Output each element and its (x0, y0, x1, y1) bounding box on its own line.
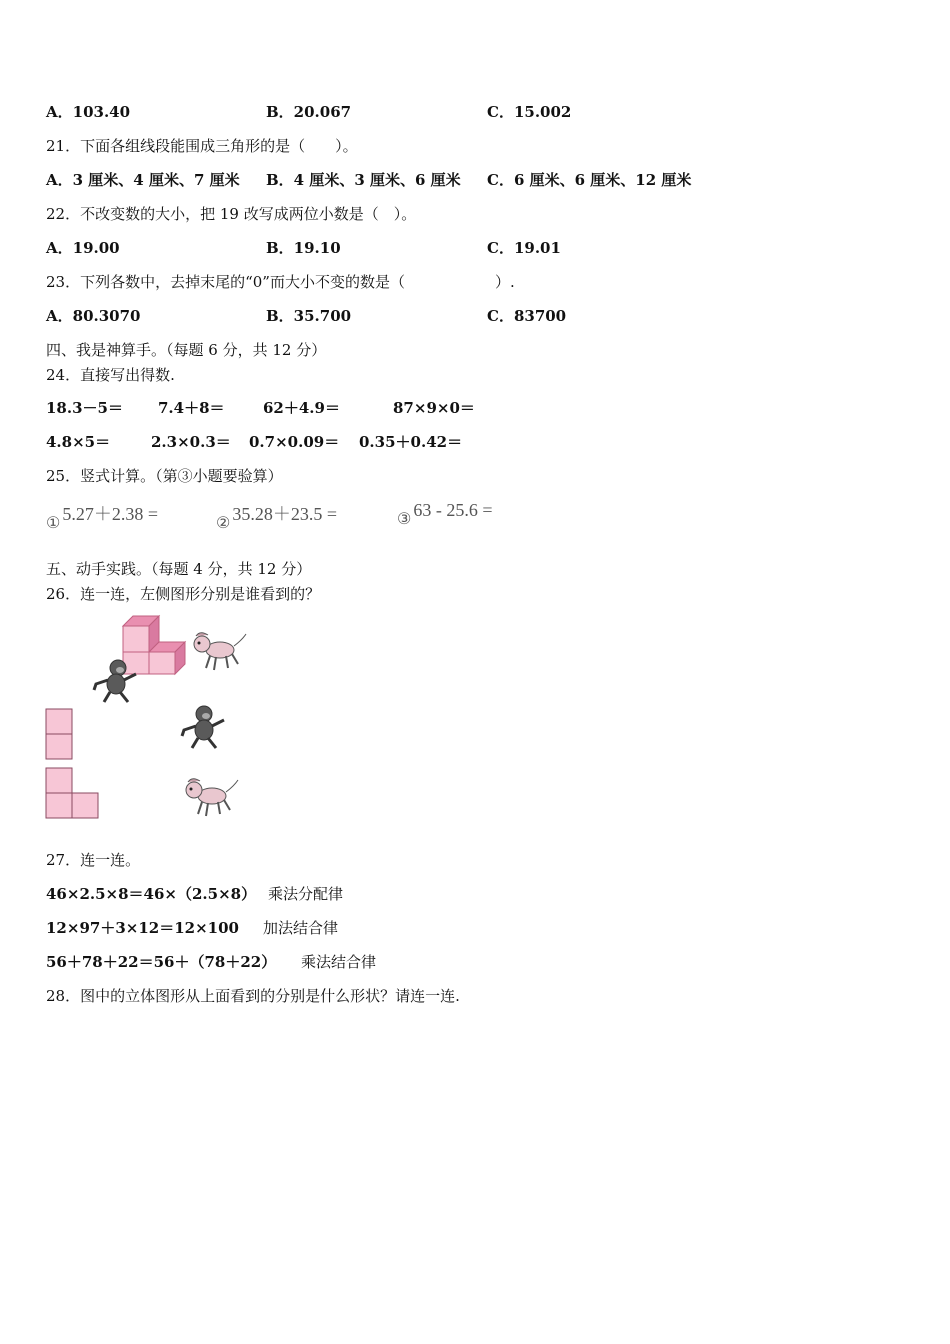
q25-stem: 25．竖式计算。（第③小题要验算） (46, 467, 283, 485)
q24-r2-c2: 2.3×0.3＝ (151, 433, 231, 451)
monkey-figure-middle (180, 704, 228, 750)
q27-left-3: 56＋78＋22＝56＋（78＋22） (46, 953, 277, 971)
view-l-shape-squares (45, 767, 101, 821)
monkey-figure-top (92, 658, 140, 704)
dog-figure-bottom (182, 774, 240, 818)
view-two-vertical-squares (45, 708, 75, 760)
q25-item-1 (46, 504, 158, 534)
q25-item-1-num: ① (46, 515, 61, 532)
q24-r2-c4: 0.35＋0.42＝ (359, 433, 463, 451)
dog-figure-top (190, 628, 248, 672)
q21-option-b: B．4 厘米、3 厘米、6 厘米 (266, 171, 461, 189)
q25-item-3-expr: 63 - 25.6 = (413, 500, 493, 520)
q20-option-a: A．103.40 (46, 103, 131, 121)
q22-stem: 22．不改变数的大小，把 19 改写成两位小数是（ ）。 (46, 205, 417, 223)
q23-stem: 23．下列各数中，去掉末尾的“0”而大小不变的数是（ ）. (46, 273, 515, 291)
section4-title: 四、我是神算手。（每题 6 分，共 12 分） (46, 341, 327, 359)
q21-option-a: A．3 厘米、4 厘米、7 厘米 (46, 171, 240, 189)
q25-item-1-expr: 5.27＋2.38 = (62, 504, 158, 524)
q22-option-a: A．19.00 (46, 239, 120, 257)
q24-r2-c1: 4.8×5＝ (46, 433, 111, 451)
q27-stem: 27．连一连。 (46, 851, 141, 869)
q24-r2-c3: 0.7×0.09＝ (249, 433, 340, 451)
q25-item-2-expr: 35.28＋23.5 = (232, 504, 337, 524)
section5-title: 五、动手实践。（每题 4 分，共 12 分） (46, 560, 312, 578)
q21-option-c: C．6 厘米、6 厘米、12 厘米 (487, 171, 692, 189)
q24-r1-c4: 87×9×0＝ (393, 399, 475, 417)
q20-option-c: C．15.002 (487, 103, 572, 121)
q27-right-1: 乘法分配律 (268, 885, 344, 903)
q25-item-3-num: ③ (397, 511, 412, 528)
q23-option-c: C．83700 (487, 307, 567, 325)
q27-right-2: 加法结合律 (263, 919, 339, 937)
q26-stem: 26．连一连，左侧图形分别是谁看到的？ (46, 585, 321, 603)
q22-option-b: B．19.10 (266, 239, 341, 257)
q22-option-c: C．19.01 (487, 239, 561, 257)
q23-option-b: B．35.700 (266, 307, 352, 325)
q27-left-1: 46×2.5×8＝46×（2.5×8） (46, 885, 257, 903)
q23-option-a: A．80.3070 (46, 307, 141, 325)
q24-r1-c1: 18.3－5＝ (46, 399, 123, 417)
q25-item-3 (397, 500, 493, 529)
q27-right-3: 乘法结合律 (301, 953, 377, 971)
q28-stem: 28．图中的立体图形从上面看到的分别是什么形状？请连一连. (46, 987, 460, 1005)
q25-item-2 (216, 504, 337, 534)
q24-stem: 24．直接写出得数. (46, 366, 175, 384)
q20-option-b: B．20.067 (266, 103, 352, 121)
q27-left-2: 12×97＋3×12＝12×100 (46, 919, 239, 937)
q21-stem: 21．下面各组线段能围成三角形的是（ ）。 (46, 137, 358, 155)
q24-r1-c2: 7.4＋8＝ (158, 399, 225, 417)
q25-item-2-num: ② (216, 515, 231, 532)
q24-r1-c3: 62＋4.9＝ (263, 399, 340, 417)
